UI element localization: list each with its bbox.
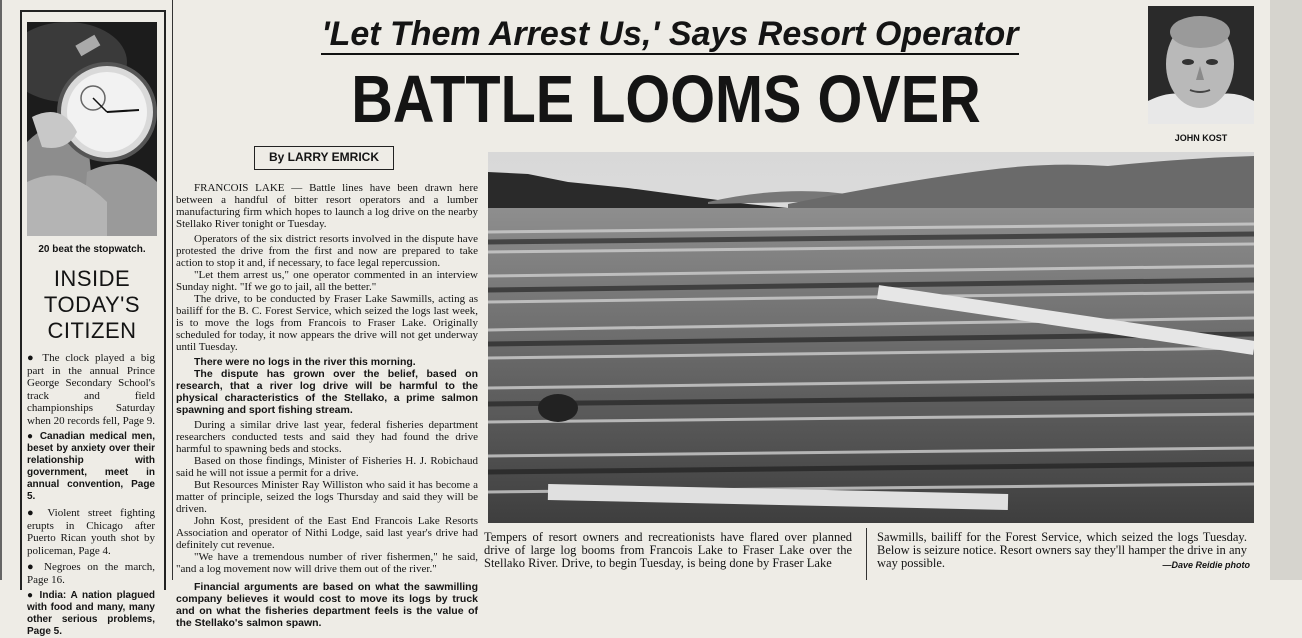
story-paragraph: During a similar drive last year, federal fisheries department researchers conducted tests and said they had found the drive harmful to spawning beds and stocks. xyxy=(176,419,478,455)
briefs-list xyxy=(27,352,155,638)
brief-item: ● Negroes on the march, Page 16. xyxy=(27,561,155,586)
story-paragraph: But Resources Minister Ray Williston who said it has become a matter of principle, seized the logs Thursday and said they will be driven. xyxy=(176,479,478,515)
story-body xyxy=(176,182,478,629)
story-paragraph: The drive, to be conducted by Fraser Lake Sawmills, acting as bailiff for the B. C. Forest Service, which seized the logs last week, is to move the logs from Francois to Fraser Lake. Originally scheduled for today, it now appears the drive will not get underway until Tuesday. xyxy=(176,293,478,353)
brief-item: ● Canadian medical men, beset by anxiety over their relationship with government, meet in annual convention, Page 5. xyxy=(27,431,155,502)
story-paragraph: "Let them arrest us," one operator commented in an interview Sunday night. "If we go to jail, all the better." xyxy=(176,269,478,293)
portrait-caption: JOHN KOST xyxy=(1174,133,1228,143)
stopwatch-photo xyxy=(27,22,157,236)
story-paragraph: Operators of the six district resorts involved in the dispute have protested the drive from the first and now are prepared to take action to stop it and, if necessary, to face legal repercussion. xyxy=(176,233,478,269)
photo-caption-left: Tempers of resort owners and recreationists have flared over planned drive of large log booms from Francois Lake to Fraser Lake over the Stellako River. Drive, to begin Tuesday, is being done by Fraser Lake xyxy=(484,530,852,570)
stopwatch-photo-caption: 20 beat the stopwatch. xyxy=(38,244,146,255)
brief-item: ● The clock played a big part in the annual Prince George Secondary School's track and field championships Saturday when 20 records fell, Page 9. xyxy=(27,352,155,427)
brief-item: ● India: A nation plagued with food and many, many other serious problems, Page 5. xyxy=(27,590,155,637)
inside-title-line: INSIDE xyxy=(53,266,131,291)
caption-column-rule xyxy=(866,528,867,580)
main-headline: BATTLE LOOMS OVER xyxy=(351,62,981,137)
story-paragraph: Financial arguments are based on what the sawmilling company believes it would cost to move its logs by truck and on what the fisheries department feels is the value of the Stellako's salmon spawn. xyxy=(176,581,478,629)
story-paragraph: FRANCOIS LAKE — Battle lines have been drawn here between a handful of bitter resort operators and a lumber manufacturing firm which hopes to launch a log drive on the nearby Stellako River tonight or Tuesday. xyxy=(176,182,478,230)
inside-title-line: CITIZEN xyxy=(47,318,137,343)
column-rule xyxy=(172,0,173,580)
story-paragraph: John Kost, president of the East End Francois Lake Resorts Association and operator of Nithi Lodge, said last year's drive had definitely cut revenue. xyxy=(176,515,478,551)
log-boom-photo xyxy=(488,152,1254,523)
page-edge-rule xyxy=(0,0,2,580)
story-paragraph: "We have a tremendous number of river fishermen," he said, "and a log movement now will drive them out of the river." xyxy=(176,551,478,575)
byline: By LARRY EMRICK xyxy=(254,146,394,170)
story-paragraph: The dispute has grown over the belief, based on research, that a river log drive will be harmful to the physical characteristics of the Stellako, a prime salmon spawning and sport fishing stream. xyxy=(176,368,478,416)
brief-item: ● Violent street fighting erupts in Chicago after Puerto Rican youth shot by policeman, Page 4. xyxy=(27,507,155,557)
story-paragraph: Based on those findings, Minister of Fisheries H. J. Robichaud said he will not issue a permit for a drive. xyxy=(176,455,478,479)
photo-caption-right: Sawmills, bailiff for the Forest Service, which seized the logs Tuesday. Below is seizure notice. Resort owners say they'll hamper the drive in any way possible. xyxy=(877,530,1247,570)
kicker-headline xyxy=(270,14,1070,54)
kicker-text: 'Let Them Arrest Us,' Says Resort Operator xyxy=(321,15,1019,53)
story-paragraph: There were no logs in the river this morning. xyxy=(194,356,416,368)
page-edge-shadow xyxy=(1270,0,1302,580)
photo-credit: —Dave Reidie photo xyxy=(1162,560,1250,570)
john-kost-portrait xyxy=(1148,6,1254,124)
inside-title-line: TODAY'S xyxy=(43,292,141,317)
inside-todays-citizen-title xyxy=(27,266,157,344)
